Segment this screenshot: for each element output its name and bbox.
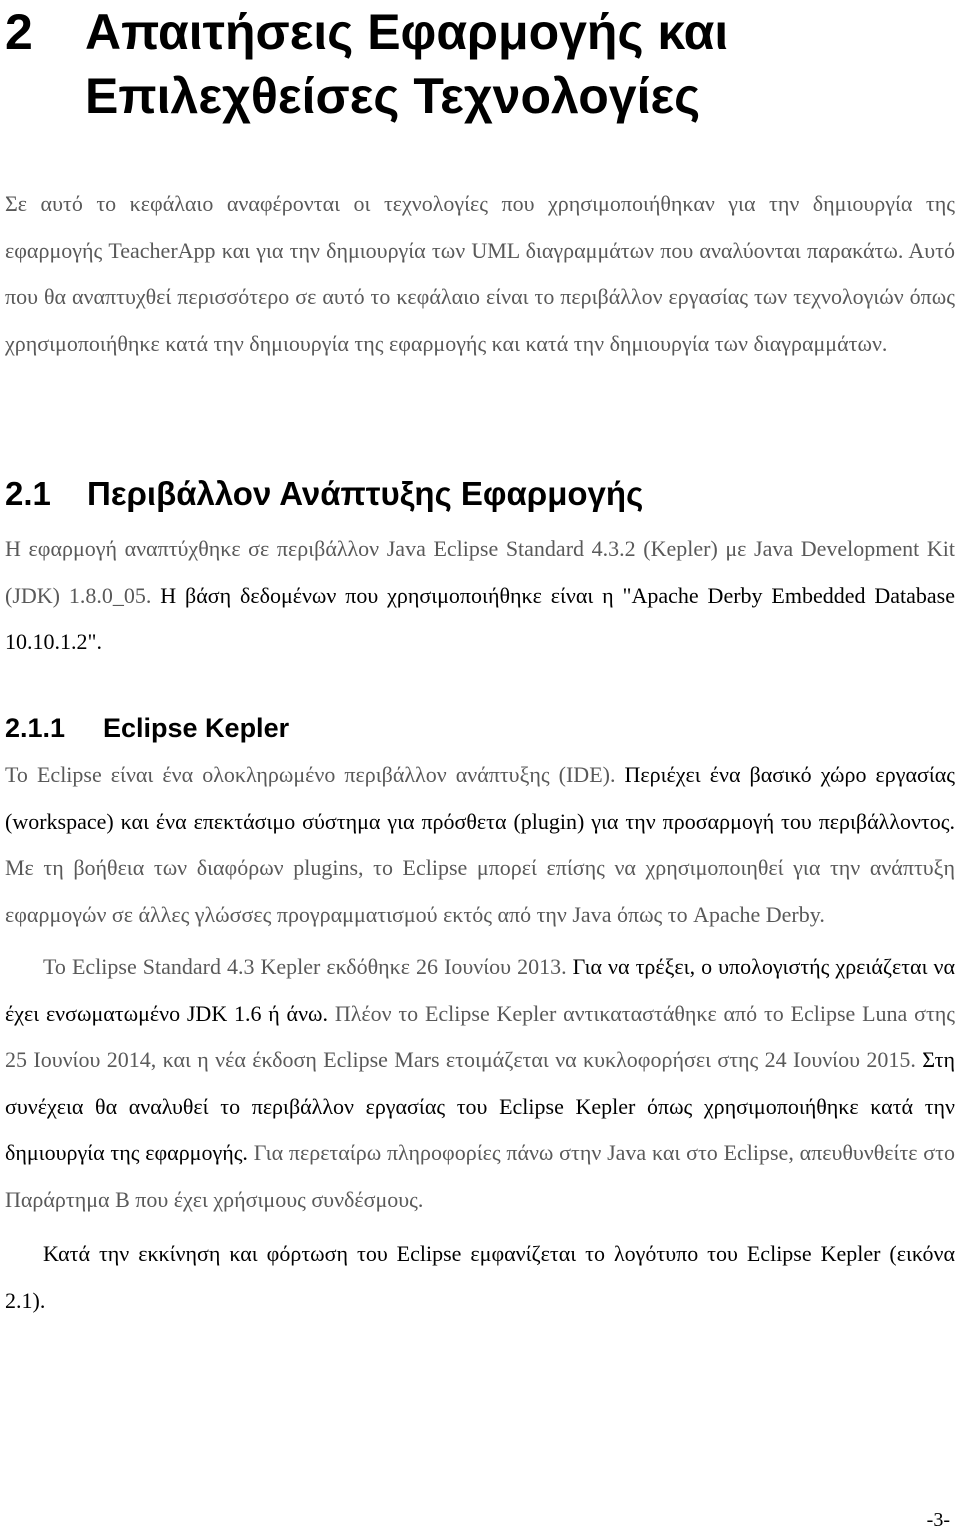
intro-text-part2: Αυτό που θα αναπτυχθεί περισσότερο σε αυτό το κεφάλαιο είναι το περιβάλλον εργασίας των τεχνολογιών όπως χρησιμοποιήθηκε κατά την δημιουργία της εφαρμογής και κατά την δημιουργία των διαγραμμάτων.: [5, 237, 955, 356]
chapter-title-line2: Επιλεχθείσες Τεχνολογίες: [85, 68, 701, 124]
chapter-title: [5, 0, 955, 128]
intro-paragraph: [5, 181, 955, 367]
page-number: -3-: [926, 1509, 950, 1531]
p2-text-part2: Για να τρέξει, ο υπολογιστής χρειάζεται να έχει ενσωματωμένο JDK 1.6 ή άνω.: [5, 954, 955, 1026]
section-2-1-number: 2.1: [5, 475, 51, 512]
p2-text-part3: Πλέον το Eclipse Kepler αντικαταστάθηκε από το Eclipse Luna στης 25 Ιουνίου 2014, και η νέα έκδοση Eclipse Mars ετοιμάζεται να κυκλοφορήσει στης 24 Ιουνίου 2015.: [5, 1000, 956, 1072]
chapter-title-line1: Απαιτήσεις Εφαρμογής και: [85, 4, 729, 60]
section-2-1-text-part1: Η εφαρμογή αναπτύχθηκε σε περιβάλλον Java Eclipse Standard 4.3.2 (Kepler) με Java Development Kit (JDK) 1.8.0_05.: [5, 536, 955, 608]
p2-text-part4: Στη συνέχεια θα αναλυθεί το περιβάλλον εργασίας του Eclipse Kepler όπως χρησιμοποιήθηκε κατά την δημιουργία της εφαρμογής.: [5, 1047, 955, 1165]
p2-text-part5: Για περεταίρω πληροφορίες πάνω στην Java και στο Eclipse, απευθυνθείτε στο Παράρτημα Β που έχει χρήσιμους συνδέσμους.: [5, 1140, 955, 1212]
intro-section: [5, 181, 955, 367]
section-2-1-paragraph: [5, 526, 955, 666]
section-2-1-1-paragraph-3: [5, 1231, 955, 1324]
section-2-1-heading: [5, 472, 643, 516]
p1-text-part1: Το Eclipse είναι ένα ολοκληρωμένο περιβάλλον ανάπτυξης (IDE).: [5, 762, 616, 787]
p1-text-part3: Με τη βοήθεια των διαφόρων plugins, το Eclipse μπορεί επίσης να χρησιμοποιηθεί για την ανάπτυξη εφαρμογών σε άλλες γλώσσες προγραμματισμού εκτός από την Java όπως το Apache Derby.: [5, 855, 955, 927]
section-2-1-1-paragraph-2: [5, 944, 955, 1223]
section-2-1-1-title: Eclipse Kepler: [103, 713, 290, 743]
p1-text-part2: Περιέχει ένα βασικό χώρο εργασίας (workspace) και ένα επεκτάσιμο σύστημα για πρόσθετα (plugin) για την προσαρμογή του περιβάλλοντος.: [5, 762, 955, 834]
p2-text-part1: Το Eclipse Standard 4.3 Kepler εκδόθηκε 26 Ιουνίου 2013.: [43, 954, 567, 979]
section-2-1-1-number: 2.1.1: [5, 713, 66, 743]
chapter-number: 2: [5, 4, 33, 60]
p3-text: Κατά την εκκίνηση και φόρτωση του Eclipse εμφανίζεται το λογότυπο του Eclipse Kepler (εικόνα 2.1).: [5, 1241, 955, 1313]
section-2-1-text-part2: Η βάση δεδομένων που χρησιμοποιήθηκε είναι η "Apache Derby Embedded Database 10.10.1.2".: [5, 582, 955, 654]
intro-text-part1: Σε αυτό το κεφάλαιο αναφέρονται οι τεχνολογίες που χρησιμοποιήθηκαν για την δημιουργία της εφαρμογής TeacherApp και για την δημιουργία των UML διαγραμμάτων που αναλύονται παρακάτω.: [5, 191, 955, 263]
section-2-1-1-paragraph-1: [5, 752, 955, 938]
section-2-1-title: Περιβάλλον Ανάπτυξης Εφαρμογής: [87, 475, 644, 512]
section-2-1-body: [5, 526, 955, 666]
section-2-1-1-body: [5, 752, 955, 1324]
section-2-1-1-heading: [5, 708, 289, 748]
